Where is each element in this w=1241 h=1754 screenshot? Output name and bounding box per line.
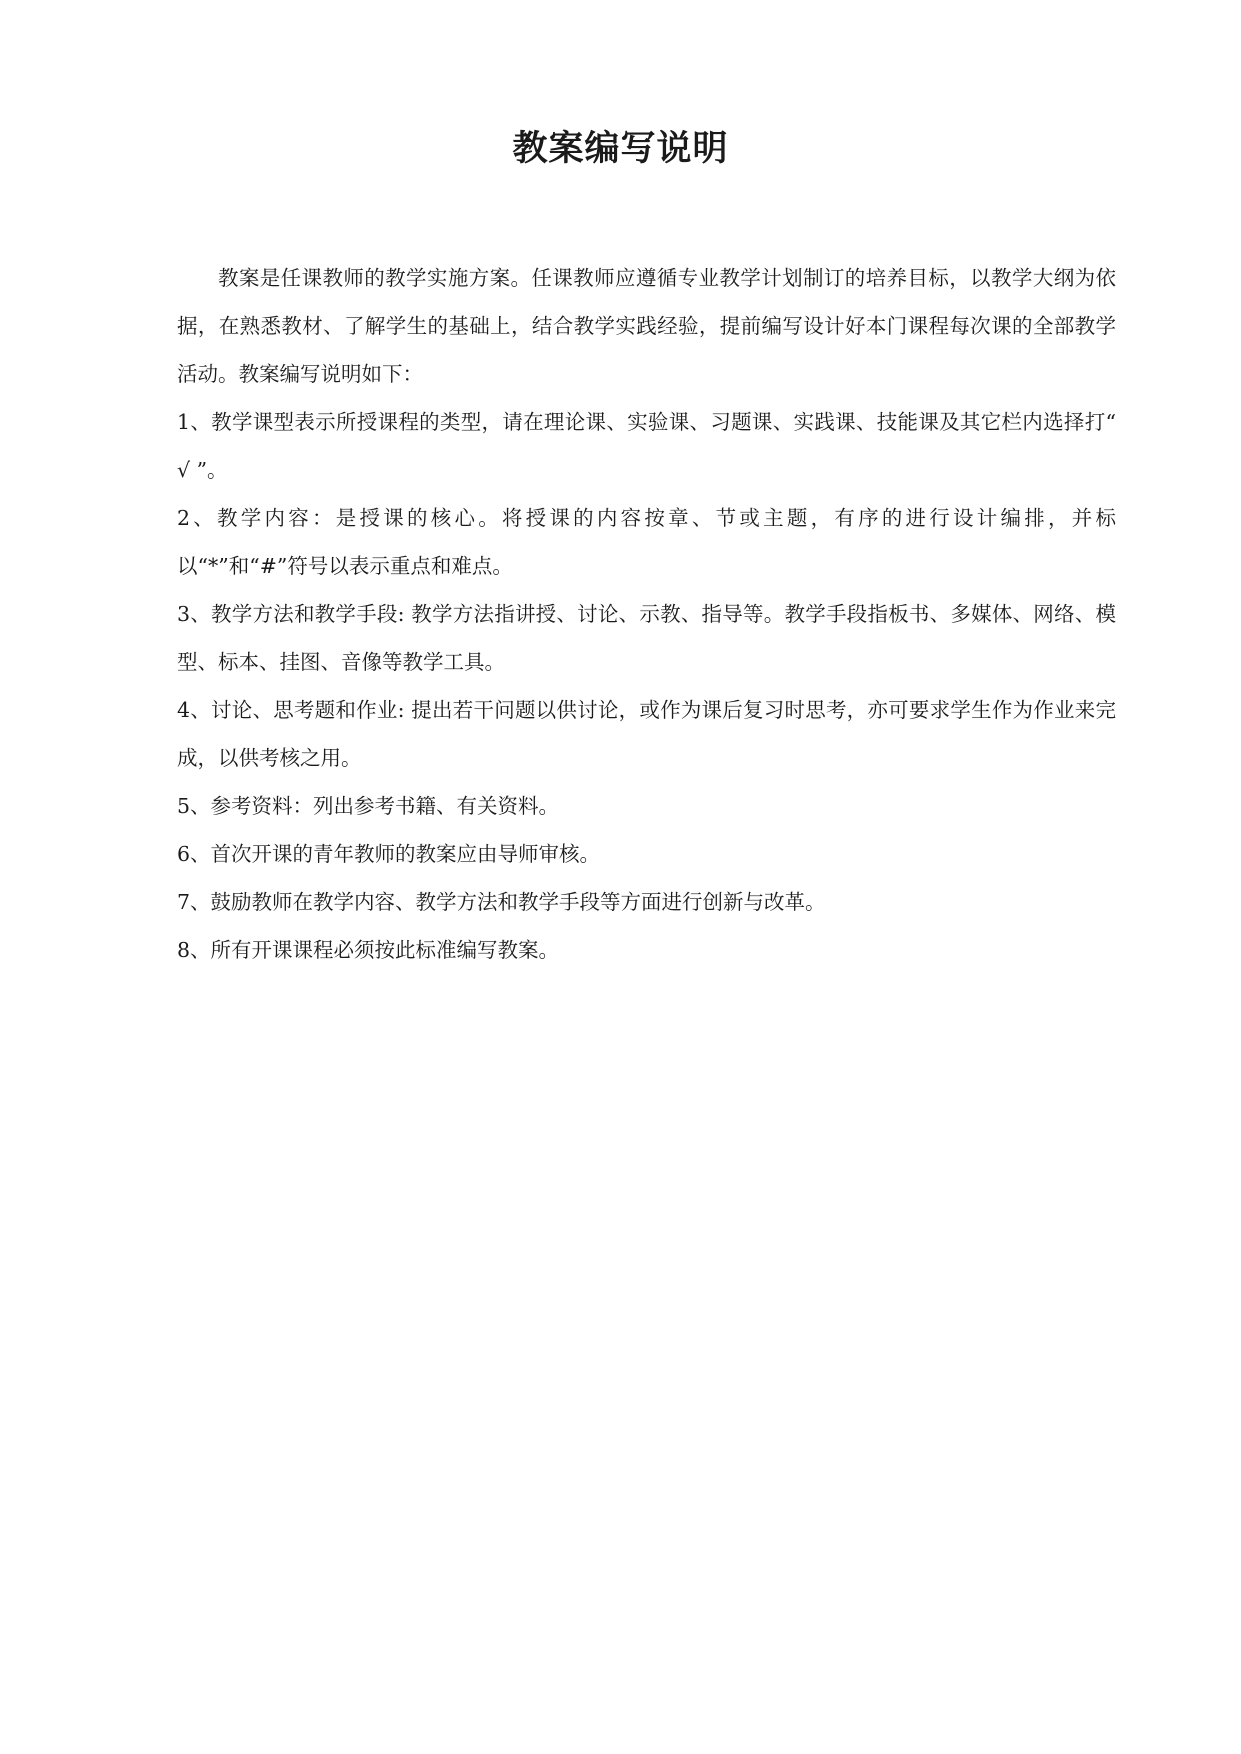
- instruction-item-3: 3、教学方法和教学手段: 教学方法指讲授、讨论、示教、指导等。教学手段指板书、多媒体、网络、模型、标本、挂图、音像等教学工具。: [177, 602, 1116, 674]
- instruction-item-8: 8、所有开课课程必须按此标准编写教案。: [177, 938, 560, 962]
- instruction-item-7: 7、鼓励教师在教学内容、教学方法和教学手段等方面进行创新与改革。: [177, 890, 826, 914]
- instruction-item-4: 4、讨论、思考题和作业: 提出若干问题以供讨论，或作为课后复习时思考，亦可要求学生作为作业来完成，以供考核之用。: [177, 698, 1116, 770]
- instruction-item-1: 1、教学课型表示所授课程的类型，请在理论课、实验课、习题课、实践课、技能课及其它栏内选择打“ √ ”。: [177, 410, 1116, 482]
- page-title: 教案编写说明: [512, 129, 729, 169]
- instruction-item-2: 2、教学内容：是授课的核心。将授课的内容按章、节或主题，有序的进行设计编排，并标以“*”和“#”符号以表示重点和难点。: [177, 506, 1116, 578]
- instruction-item-5: 5、参考资料：列出参考书籍、有关资料。: [177, 794, 560, 818]
- intro-paragraph: 教案是任课教师的教学实施方案。任课教师应遵循专业教学计划制订的培养目标，以教学大纲为依据，在熟悉教材、了解学生的基础上，结合教学实践经验，提前编写设计好本门课程每次课的全部教学活动。教案编写说明如下：: [177, 266, 1116, 386]
- instruction-item-6: 6、首次开课的青年教师的教案应由导师审核。: [177, 842, 601, 866]
- instructions-body: [177, 254, 1116, 974]
